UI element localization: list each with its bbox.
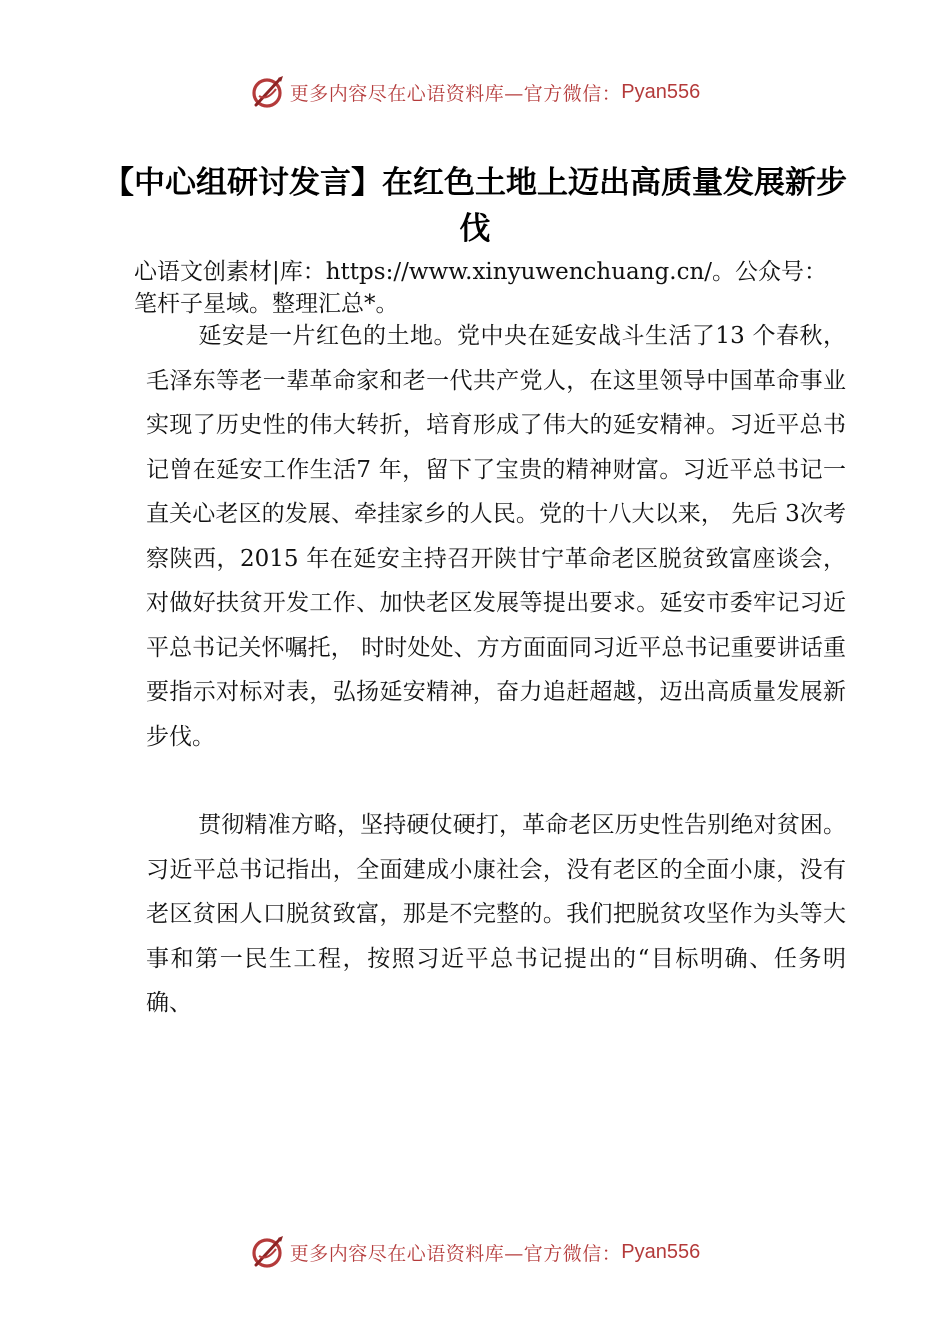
paragraph-1-text: 延安是一片红色的土地。党中央在延安战斗生活了13 个春秋，毛泽东等老一辈革命家和老一代共产党人，在这里领导中国革命事业实现了历史性的伟大转折，培育形成了伟大的延安精神。习近平总书记曾在延安工作生活7 年，留下了宝贵的精神财富。习近平总书记一直关心老区的发展、牵挂家乡的人民。党的十八大以来， 先后 3次考察陕西，2015 年在延安主持召开陕甘宁革命老区脱贫致富座谈会，对做好扶贫开发工作、加快老区发展等提出要求。延安市委牢记习近平总书记关怀嘱托， 时时处处、方方面面同习近平总书记重要讲话重要指示对标对表，弘扬延安精神，奋力追赶超越，迈出高质量发展新步伐。	[146, 323, 846, 750]
paragraph-2-text: 贯彻精准方略，坚持硬仗硬打，革命老区历史性告别绝对贫困。习近平总书记指出，全面建成小康社会，没有老区的全面小康，没有老区贫困人口脱贫致富，那是不完整的。我们把脱贫攻坚作为头等大事和第一民生工程，按照习近平总书记提出的“目标明确、任务明确、	[146, 812, 846, 1016]
brush-logo-icon	[250, 74, 286, 110]
wechat-id: Pyan556	[621, 80, 701, 103]
banner-text: 更多内容尽在心语资料库—官方微信：	[289, 1242, 622, 1265]
brush-logo-icon	[250, 1234, 286, 1270]
source-line: 心语文创素材|库：https://www.xinyuwenchuang.cn/。公众号：笔杆子星域。整理汇总*。	[134, 259, 828, 317]
document-title: 【中心组研讨发言】在红色土地上迈出高质量发展新步伐	[103, 165, 847, 247]
wechat-id: Pyan556	[621, 1240, 701, 1263]
paragraph-1	[146, 314, 846, 759]
header-banner	[0, 72, 950, 112]
paragraph-2	[146, 803, 846, 1026]
banner-text: 更多内容尽在心语资料库—官方微信：	[289, 82, 622, 105]
footer-banner	[0, 1232, 950, 1272]
